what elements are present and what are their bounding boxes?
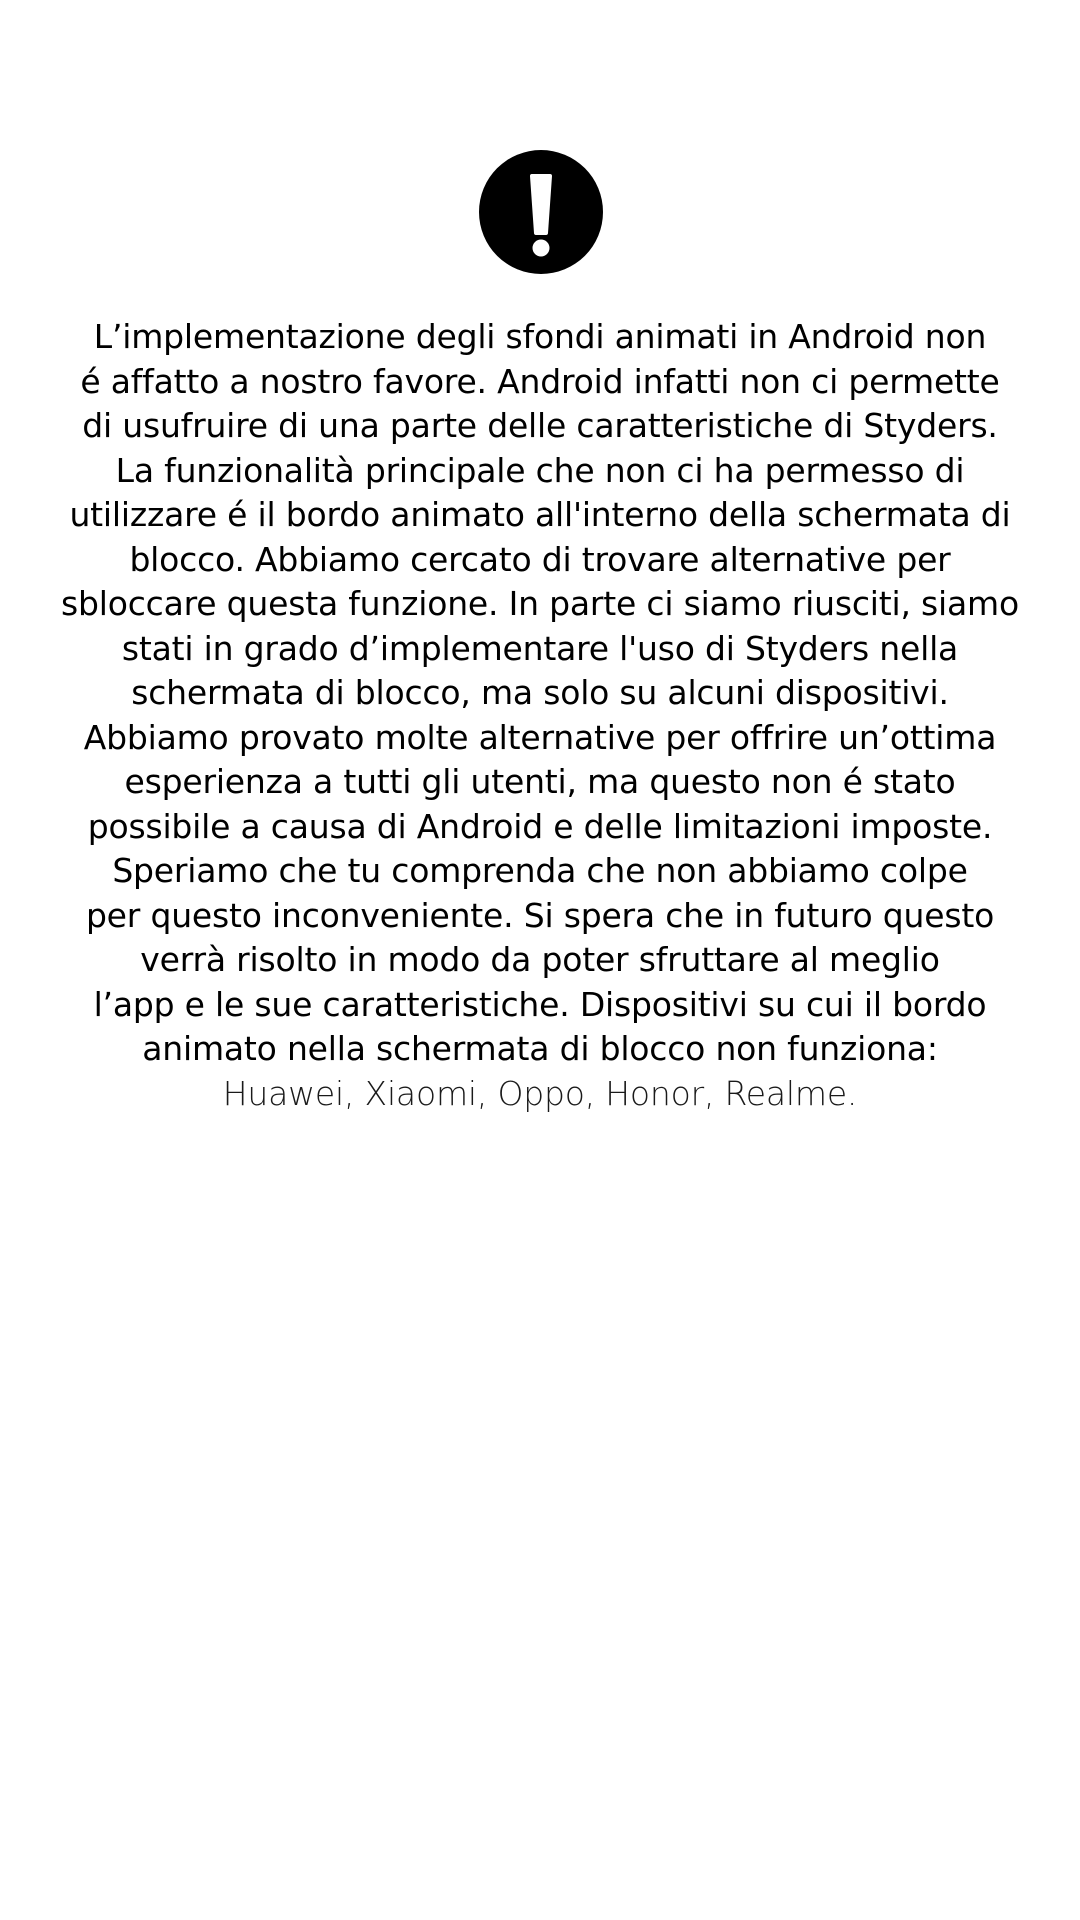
message-line: animato nella schermata di blocco non funziona: — [142, 1029, 938, 1068]
message-line: possibile a causa di Android e delle limitazioni imposte. — [87, 806, 993, 846]
message-line: per questo inconveniente. Si spera che in futuro questo — [85, 895, 995, 935]
exclamation-circle-icon — [479, 150, 603, 274]
message-line: verrà risolto in modo da poter sfruttare al meglio — [140, 940, 940, 979]
limitations-message — [30, 315, 1050, 1116]
message-line: Speriamo che tu comprenda che non abbiamo colpe — [112, 851, 968, 890]
message-line: stati in grado d’implementare l'uso di Styders nella — [121, 628, 959, 668]
message-line: Abbiamo provato molte alternative per offrire un’ottima — [83, 717, 997, 757]
message-line: L’implementazione degli sfondi animati in Android non — [93, 317, 987, 356]
message-line: l’app e le sue caratteristiche. Dispositivi su cui il bordo — [93, 984, 987, 1024]
message-line: La funzionalità principale che non ci ha permesso di — [115, 450, 965, 490]
message-line: di usufruire di una parte delle caratteristiche di Styders. — [82, 406, 998, 445]
message-line: é affatto a nostro favore. Android infatti non ci permette — [80, 361, 1000, 401]
message-line: blocco. Abbiamo cercato di trovare alternative per — [129, 539, 951, 579]
message-line: sbloccare questa funzione. In parte ci siamo riusciti, siamo — [61, 584, 1019, 623]
message-line: schermata di blocco, ma solo su alcuni dispositivi. — [131, 673, 949, 712]
message-line: utilizzare é il bordo animato all'interno della schermata di — [69, 495, 1011, 534]
message-line: esperienza a tutti gli utenti, ma questo non é stato — [124, 762, 956, 801]
affected-devices-list: Huawei, Xiaomi, Oppo, Honor, Realme. — [222, 1073, 858, 1113]
